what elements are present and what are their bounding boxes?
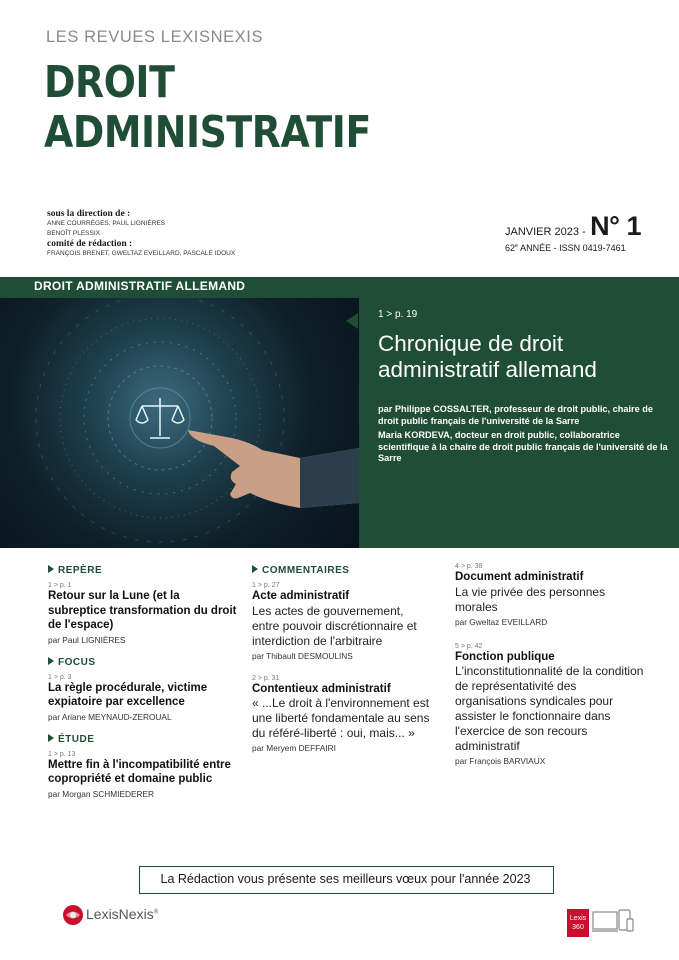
section-etude: ÉTUDE: [48, 734, 238, 745]
comment-block-3: [455, 563, 645, 627]
triangle-icon: [252, 565, 258, 573]
issue-info: [505, 211, 655, 253]
article-author: par Ariane MEYNAUD-ZEROUAL: [48, 711, 172, 722]
article-author: par Gweltaz EVEILLARD: [455, 616, 548, 627]
committee-names: FRANÇOIS BRENET, GWELTAZ EVEILLARD, PASCALE IDOUX: [47, 250, 236, 257]
triangle-icon: [48, 657, 54, 665]
page-ref: 5 > p. 42: [455, 642, 483, 650]
triangle-icon: [48, 565, 54, 573]
lexisnexis-logo-text: LexisNexis®: [86, 906, 159, 922]
comment-block-2: [252, 675, 432, 754]
title-line-1: DROIT: [44, 57, 175, 108]
column-2: [252, 565, 432, 761]
page-ref: 2 > p. 31: [252, 674, 280, 682]
issue-year-issn: 62e ANNÉE - ISSN 0419-7461: [505, 243, 626, 253]
article-desc[interactable]: « ...Le droit à l'environnement est une liberté fondamentale au sens du référé-liberté : oui, mais... »: [252, 696, 430, 740]
article-title[interactable]: Mettre fin à l'incompatibilité entre copropriété et domaine public: [48, 758, 231, 785]
hero-author-2: Maria KORDEVA, docteur en droit public, collaboratrice scientifique à la chaire de droit public français de l'université de la Sarre: [378, 430, 668, 463]
article-author: par Morgan SCHMIEDERER: [48, 788, 155, 799]
editorial-direction: [47, 209, 235, 259]
hero-authors: [378, 404, 673, 468]
article-title[interactable]: La règle procédurale, victime expiatoire par excellence: [48, 681, 208, 708]
direction-names-2: BENOÎT PLESSIX: [47, 230, 100, 237]
comment-block-1: [252, 582, 432, 661]
committee-label: comité de rédaction :: [47, 239, 133, 249]
direction-label: sous la direction de :: [47, 209, 131, 219]
article-author: par Thibault DESMOULINS: [252, 650, 353, 661]
section-commentaires: COMMENTAIRES: [252, 565, 432, 576]
scale-icon: [136, 398, 184, 438]
banner-notch: [346, 313, 358, 329]
article-title[interactable]: Retour sur la Lune (et la subreptice transformation du droit de l'espace): [48, 590, 237, 631]
article-title[interactable]: Document administratif: [455, 571, 584, 583]
hero-article-title[interactable]: Chronique de droit administratif allemand: [378, 331, 597, 382]
repere-block: [48, 565, 238, 645]
page-ref: 4 > p. 38: [455, 563, 483, 570]
issue-date: JANVIER 2023 -: [505, 226, 586, 238]
article-title[interactable]: Contentieux administratif: [252, 682, 391, 695]
direction-names-1: ANNE COURRÈGES, PAUL LIGNIÈRES: [47, 220, 166, 227]
journal-title: [44, 58, 371, 158]
series-label: LES REVUES LEXISNEXIS: [46, 28, 264, 46]
article-title[interactable]: Acte administratif: [252, 590, 350, 602]
devices-icon: [592, 909, 634, 935]
justice-scale-illustration: [0, 298, 359, 548]
page-ref: 1 > p. 3: [48, 673, 72, 681]
hero-page-ref[interactable]: 1 > p. 19: [378, 309, 418, 320]
issue-number: N° 1: [590, 211, 641, 241]
article-author: par François BARVIAUX: [455, 756, 546, 766]
article-desc[interactable]: L'inconstitutionnalité de la condition de représentativité des organisations syndicales pour assister le fonctionnaire dans l'exercice de son recours administratif: [455, 664, 644, 753]
page-ref: 1 > p. 13: [48, 750, 76, 758]
article-desc[interactable]: Les actes de gouvernement, entre pouvoir discrétionnaire et interdiction de l'arbitraire: [252, 603, 417, 648]
hero-section-label: DROIT ADMINISTRATIF ALLEMAND: [34, 279, 246, 293]
article-author: par Paul LIGNIÈRES: [48, 634, 126, 645]
lexis360-badge: Lexis 360: [567, 909, 589, 937]
focus-block: [48, 657, 238, 722]
comment-block-4: [455, 643, 645, 767]
section-focus: FOCUS: [48, 657, 238, 668]
hero-author-1: par Philippe COSSALTER, professeur de droit public, chaire de droit public français de l'université de la Sarre: [378, 404, 653, 426]
column-3: [455, 563, 645, 774]
triangle-icon: [48, 734, 54, 742]
lexisnexis-logo-icon: [62, 904, 84, 926]
etude-block: [48, 734, 238, 799]
greeting-message: La Rédaction vous présente ses meilleurs vœux pour l'année 2023: [160, 872, 531, 886]
section-repere: REPÈRE: [48, 565, 238, 576]
hero-image: [0, 298, 359, 548]
article-title[interactable]: Fonction publique: [455, 650, 555, 663]
article-author: par Meryem DEFFAIRI: [252, 743, 336, 753]
article-desc[interactable]: La vie privée des personnes morales: [455, 584, 606, 614]
page-ref: 1 > p. 1: [48, 582, 72, 589]
column-1: [48, 565, 238, 807]
title-line-2: ADMINISTRATIF: [44, 107, 371, 158]
page-ref: 1 > p. 27: [252, 582, 280, 589]
